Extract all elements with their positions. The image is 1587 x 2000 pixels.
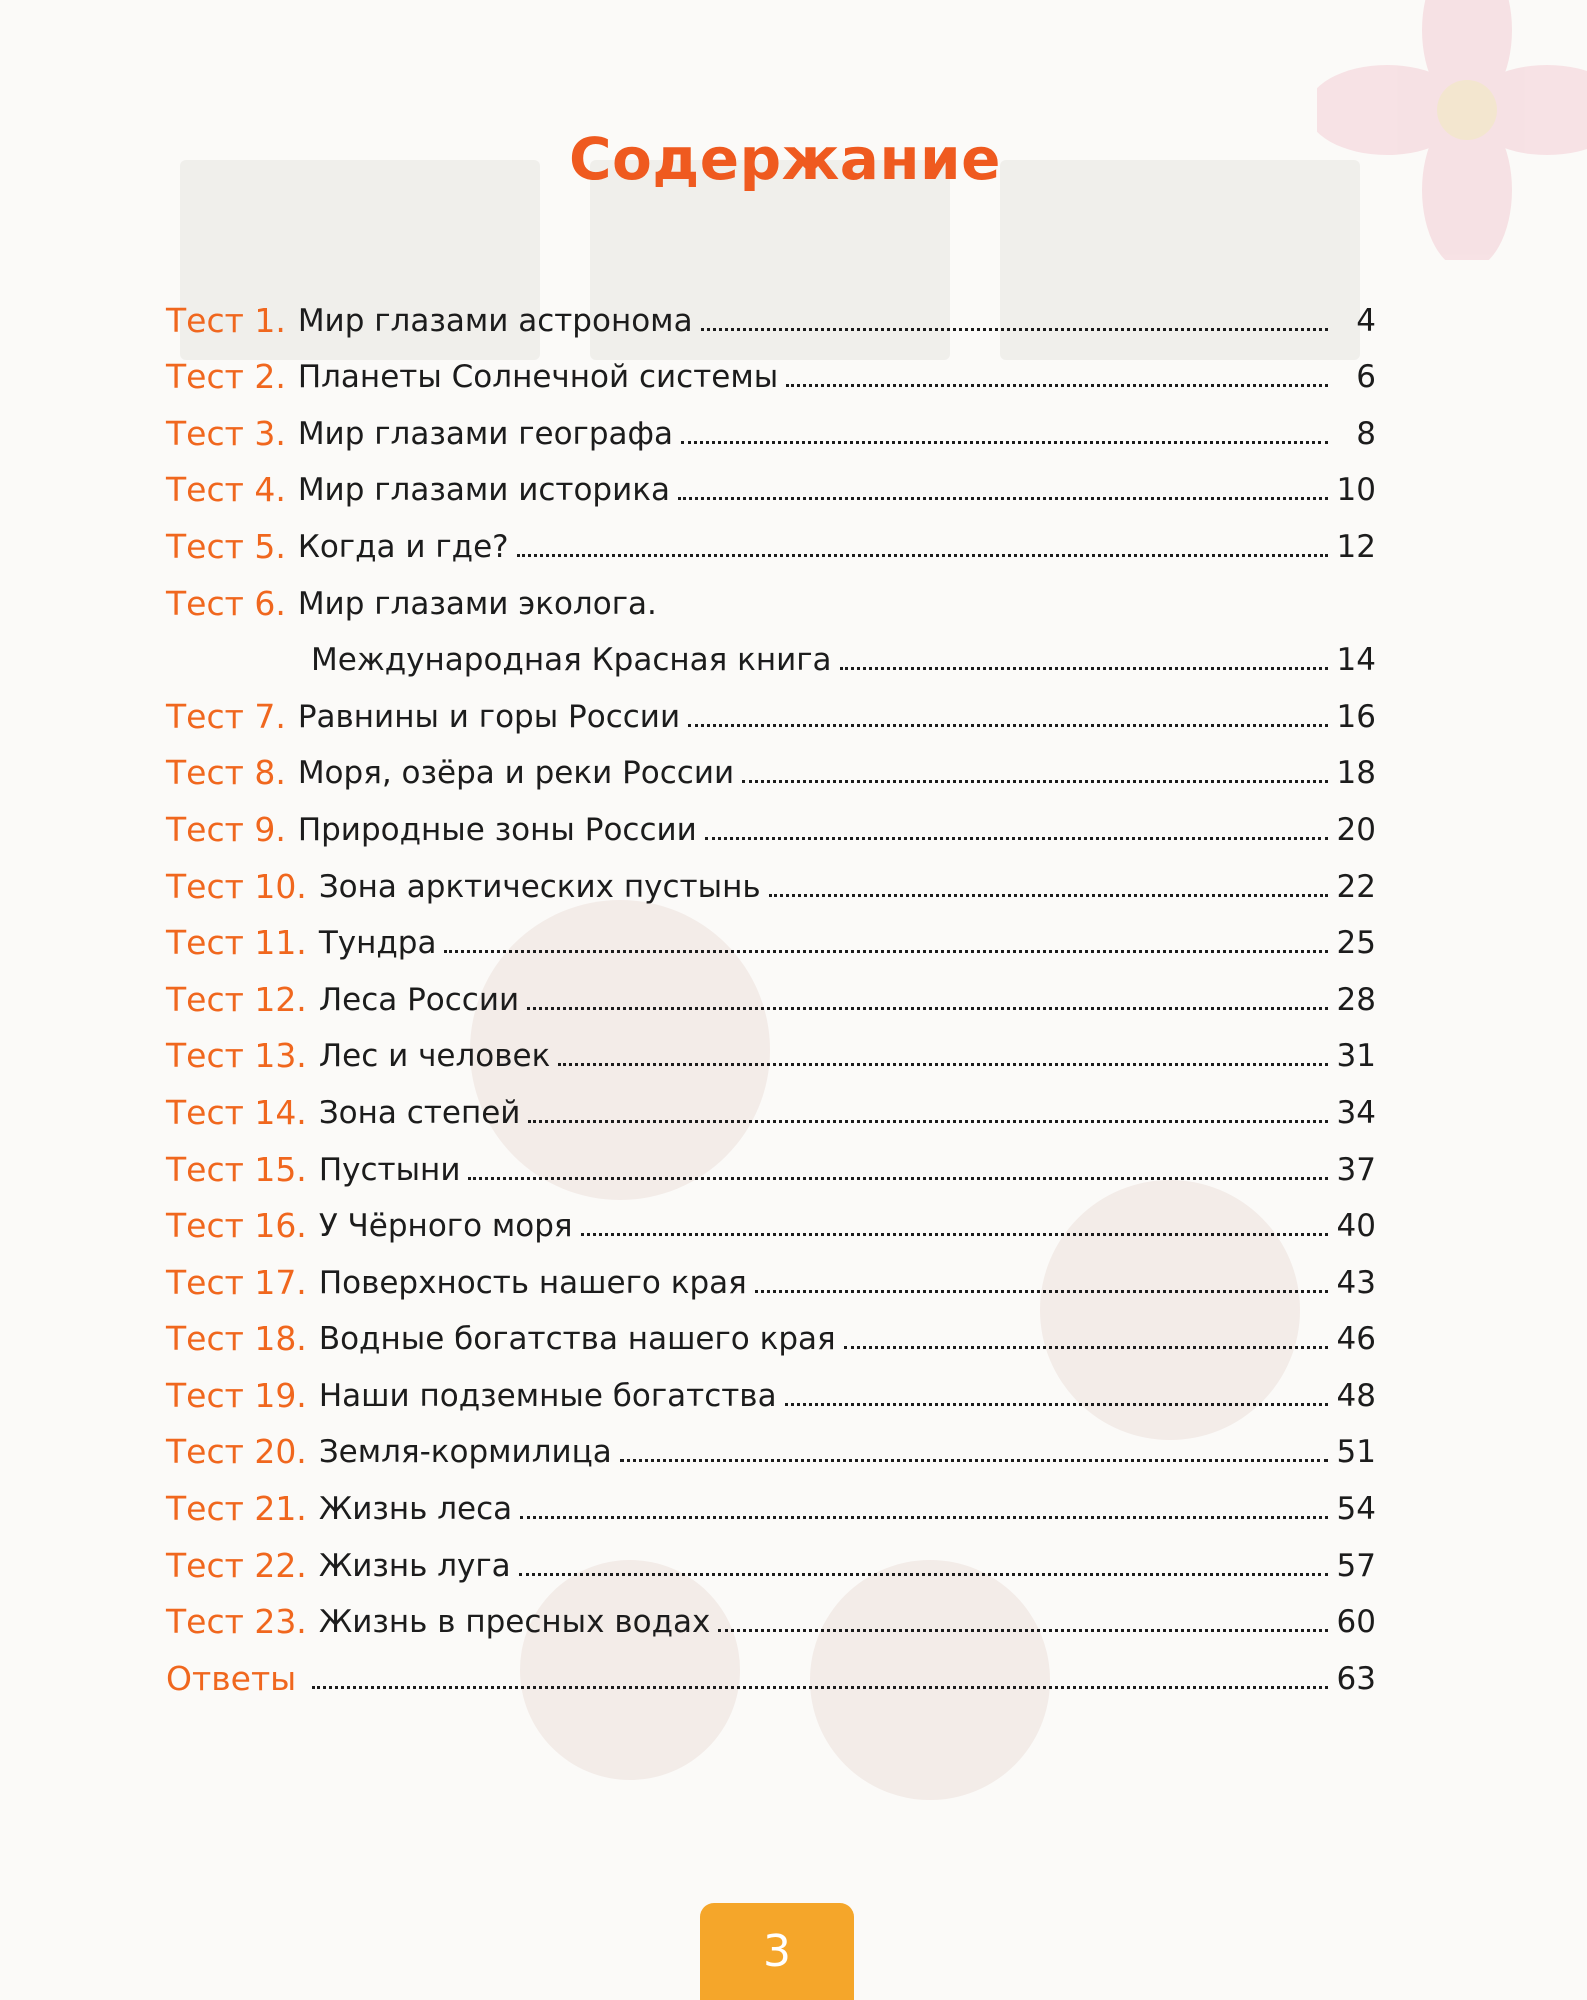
- toc-entry: [166, 1525, 1376, 1585]
- toc-entry-label: Тест 17.: [166, 1262, 307, 1302]
- toc-entry: [166, 280, 1376, 340]
- toc-entry: [166, 450, 1376, 510]
- toc-entry: [166, 1129, 1376, 1189]
- toc-entry: [166, 1072, 1376, 1132]
- toc-entry: [166, 393, 1376, 453]
- toc-entry-label: Тест 21.: [166, 1489, 307, 1529]
- toc-entry: [166, 563, 1376, 623]
- dot-leader: [786, 384, 1328, 387]
- toc-entry-page: 34: [1336, 1094, 1376, 1131]
- toc-entry-label: Тест 16.: [166, 1206, 307, 1246]
- toc-entry-title: Моря, озёра и реки России: [297, 755, 735, 792]
- toc-entry: [166, 337, 1376, 397]
- toc-entry-label: Тест 20.: [166, 1432, 307, 1472]
- dot-leader: [620, 1459, 1328, 1462]
- toc-entry-label: Тест 11.: [166, 923, 307, 963]
- toc-entry-title: Равнины и горы России: [297, 698, 681, 735]
- toc-entry-title: Мир глазами географа: [297, 415, 673, 452]
- page-number-tab: [700, 1903, 854, 2000]
- dot-leader: [705, 837, 1328, 840]
- toc-entry: [166, 733, 1376, 793]
- toc-entry: [166, 846, 1376, 906]
- toc-entry-page: 37: [1336, 1151, 1376, 1188]
- toc-entry-page: 8: [1356, 415, 1376, 452]
- toc-entry: [166, 1412, 1376, 1472]
- dot-leader: [688, 724, 1328, 727]
- dot-leader: [519, 1573, 1328, 1576]
- dot-leader: [681, 441, 1328, 444]
- toc-entry-page: 48: [1336, 1377, 1376, 1414]
- toc-entry-page: 25: [1336, 925, 1376, 962]
- dot-leader: [742, 780, 1328, 783]
- toc-entry-title: Леса России: [318, 981, 520, 1018]
- page-number: 3: [763, 1926, 791, 1977]
- toc-entry-title: Земля-кормилица: [318, 1434, 612, 1471]
- toc-entry-title: Водные богатства нашего края: [318, 1321, 836, 1358]
- toc-entry: [166, 1016, 1376, 1076]
- dot-leader: [678, 497, 1328, 500]
- toc-entry: [166, 959, 1376, 1019]
- toc-entry-title: Планеты Солнечной системы: [297, 359, 779, 396]
- dot-leader: [840, 667, 1328, 670]
- toc-entry-page: 43: [1336, 1264, 1376, 1301]
- toc-entry-page: 51: [1336, 1434, 1376, 1471]
- page-title: Содержание: [568, 124, 1001, 193]
- toc-entry-label: Тест 15.: [166, 1149, 307, 1189]
- toc-entry-title: Жизнь в пресных водах: [318, 1604, 711, 1641]
- toc-entry: [166, 1355, 1376, 1415]
- dot-leader: [581, 1233, 1328, 1236]
- toc-entry-label: Тест 18.: [166, 1319, 307, 1359]
- toc-entry-title: Мир глазами астронома: [297, 302, 693, 339]
- dot-leader: [558, 1063, 1328, 1066]
- toc-entry-title: Когда и где?: [297, 528, 509, 565]
- toc-entry-label: Тест 13.: [166, 1036, 307, 1076]
- dot-leader: [312, 1686, 1328, 1689]
- toc-entry: [166, 676, 1376, 736]
- toc-entry-label: Тест 10.: [166, 866, 307, 906]
- toc-entry-page: 12: [1336, 528, 1376, 565]
- dot-leader: [520, 1516, 1328, 1519]
- toc-entry-label: Тест 14.: [166, 1092, 307, 1132]
- toc-answers-page: 63: [1336, 1660, 1376, 1697]
- toc-entry-label: Тест 1.: [166, 300, 286, 340]
- toc-entry-page: 14: [1336, 642, 1376, 679]
- toc-entry-continuation: [166, 620, 1376, 677]
- table-of-contents: [166, 280, 1376, 1698]
- toc-entry-label: Тест 2.: [166, 357, 286, 397]
- toc-entry-title: Жизнь луга: [318, 1547, 511, 1584]
- toc-entry-page: 60: [1336, 1604, 1376, 1641]
- toc-entry-title: Наши подземные богатства: [318, 1377, 777, 1414]
- toc-entry-label: Тест 12.: [166, 979, 307, 1019]
- toc-entry-label: Тест 6.: [166, 583, 286, 623]
- toc-entry-page: 28: [1336, 981, 1376, 1018]
- toc-entry-title: Тундра: [318, 925, 437, 962]
- toc-entry-label: Тест 7.: [166, 696, 286, 736]
- toc-answers-label: Ответы: [166, 1658, 297, 1698]
- dot-leader: [701, 328, 1328, 331]
- toc-entry-page: 6: [1356, 359, 1376, 396]
- toc-entry-title: Поверхность нашего края: [318, 1264, 747, 1301]
- toc-entry-title: Пустыни: [318, 1151, 461, 1188]
- toc-entry: [166, 1299, 1376, 1359]
- toc-answers: [166, 1638, 1376, 1698]
- toc-entry-title: Мир глазами историка: [297, 472, 670, 509]
- toc-entry-page: 40: [1336, 1208, 1376, 1245]
- toc-entry-title: Жизнь леса: [318, 1491, 513, 1528]
- toc-entry-page: 54: [1336, 1491, 1376, 1528]
- toc-entry-label: Тест 19.: [166, 1375, 307, 1415]
- toc-entry-title: Зона степей: [318, 1094, 521, 1131]
- dot-leader: [527, 1007, 1328, 1010]
- toc-entry-title: Природные зоны России: [297, 811, 697, 848]
- toc-entry-title: Лес и человек: [318, 1038, 551, 1075]
- toc-entry-label: Тест 4.: [166, 470, 286, 510]
- toc-entry: [166, 1242, 1376, 1302]
- toc-entry-label: Тест 8.: [166, 753, 286, 793]
- dot-leader: [785, 1403, 1328, 1406]
- toc-entry-title: У Чёрного моря: [318, 1208, 573, 1245]
- toc-entry-label: Тест 5.: [166, 526, 286, 566]
- toc-entry: [166, 903, 1376, 963]
- toc-entry-page: 57: [1336, 1547, 1376, 1584]
- toc-entry: [166, 1582, 1376, 1642]
- dot-leader: [444, 950, 1328, 953]
- toc-entry-page: 20: [1336, 811, 1376, 848]
- toc-entry-label: Тест 3.: [166, 413, 286, 453]
- dot-leader: [528, 1120, 1328, 1123]
- toc-entry-page: 31: [1336, 1038, 1376, 1075]
- toc-entry-label: Тест 22.: [166, 1545, 307, 1585]
- dot-leader: [844, 1346, 1328, 1349]
- toc-entry-title: Мир глазами эколога.: [297, 585, 657, 622]
- toc-entry: [166, 1468, 1376, 1529]
- toc-entry: [166, 1186, 1376, 1246]
- toc-entry-page: 18: [1336, 755, 1376, 792]
- dot-leader: [468, 1177, 1328, 1180]
- toc-entry-page: 46: [1336, 1321, 1376, 1358]
- toc-entry: [166, 789, 1376, 849]
- toc-entry-page: 10: [1336, 472, 1376, 509]
- toc-entry-label: Тест 23.: [166, 1602, 307, 1642]
- toc-entry-label: Тест 9.: [166, 809, 286, 849]
- dot-leader: [517, 554, 1328, 557]
- dot-leader: [755, 1290, 1328, 1293]
- toc-entry-title: Зона арктических пустынь: [318, 868, 761, 905]
- dot-leader: [718, 1629, 1328, 1632]
- toc-entry-page: 22: [1336, 868, 1376, 905]
- dot-leader: [769, 894, 1328, 897]
- toc-entry-title: Международная Красная книга: [311, 642, 832, 679]
- toc-entry-page: 4: [1356, 302, 1376, 339]
- toc-entry: [166, 506, 1376, 566]
- toc-entry-page: 16: [1336, 698, 1376, 735]
